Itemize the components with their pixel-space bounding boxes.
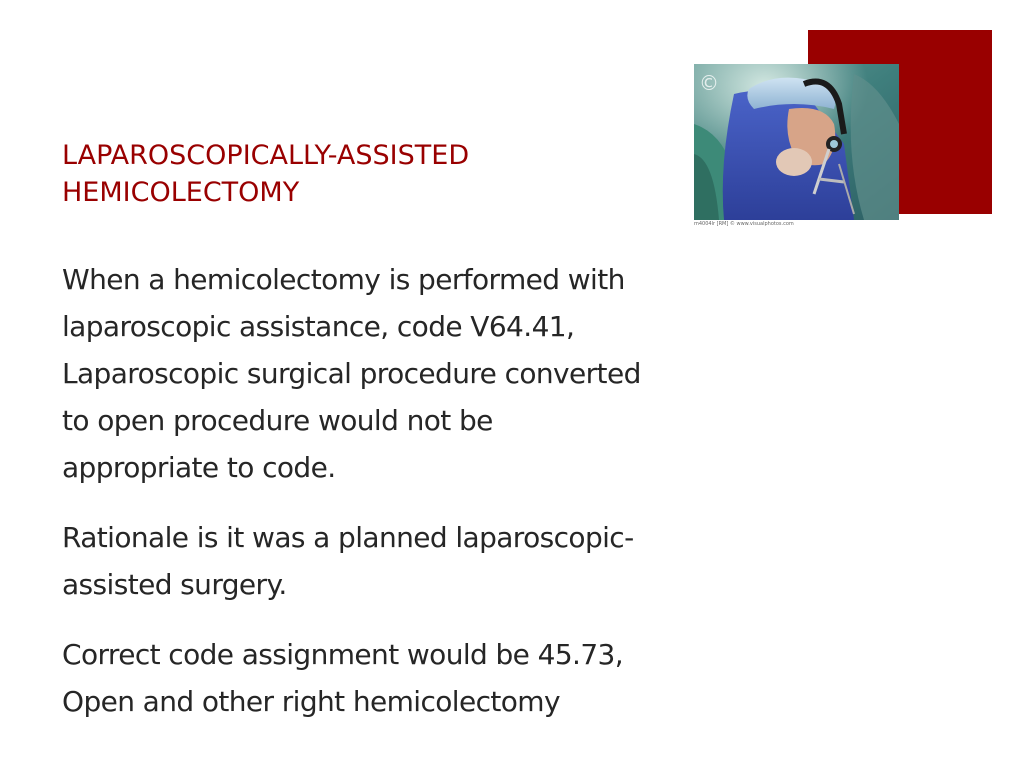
- text-line: laparoscopic assistance, code V64.41,: [62, 310, 575, 343]
- surgeon-photo-illustration: [694, 64, 899, 220]
- watermark-copyright: ©: [699, 71, 719, 95]
- text-line: Open and other right hemicolectomy: [62, 685, 560, 718]
- slide-title-line: HEMICOLECTOMY: [62, 177, 300, 208]
- slide-title-line: LAPAROSCOPICALLY-ASSISTED: [62, 140, 470, 171]
- paragraph-rationale: [62, 514, 802, 608]
- surgeon-photo: [694, 64, 899, 220]
- text-line: appropriate to code.: [62, 451, 336, 484]
- text-line: Laparoscopic surgical procedure converted: [62, 357, 641, 390]
- slide-body: [62, 256, 802, 748]
- paragraph-correct-code: [62, 631, 802, 725]
- text-line: When a hemicolectomy is performed with: [62, 263, 625, 296]
- paragraph-explanation: [62, 256, 802, 491]
- text-line: assisted surgery.: [62, 568, 287, 601]
- text-line: Rationale is it was a planned laparoscopic-: [62, 521, 634, 554]
- photo-credit: m4004lr [RM] © www.visualphotos.com: [694, 221, 794, 227]
- text-line: to open procedure would not be: [62, 404, 493, 437]
- text-line: Correct code assignment would be 45.73,: [62, 638, 624, 671]
- slide-title: [62, 137, 662, 211]
